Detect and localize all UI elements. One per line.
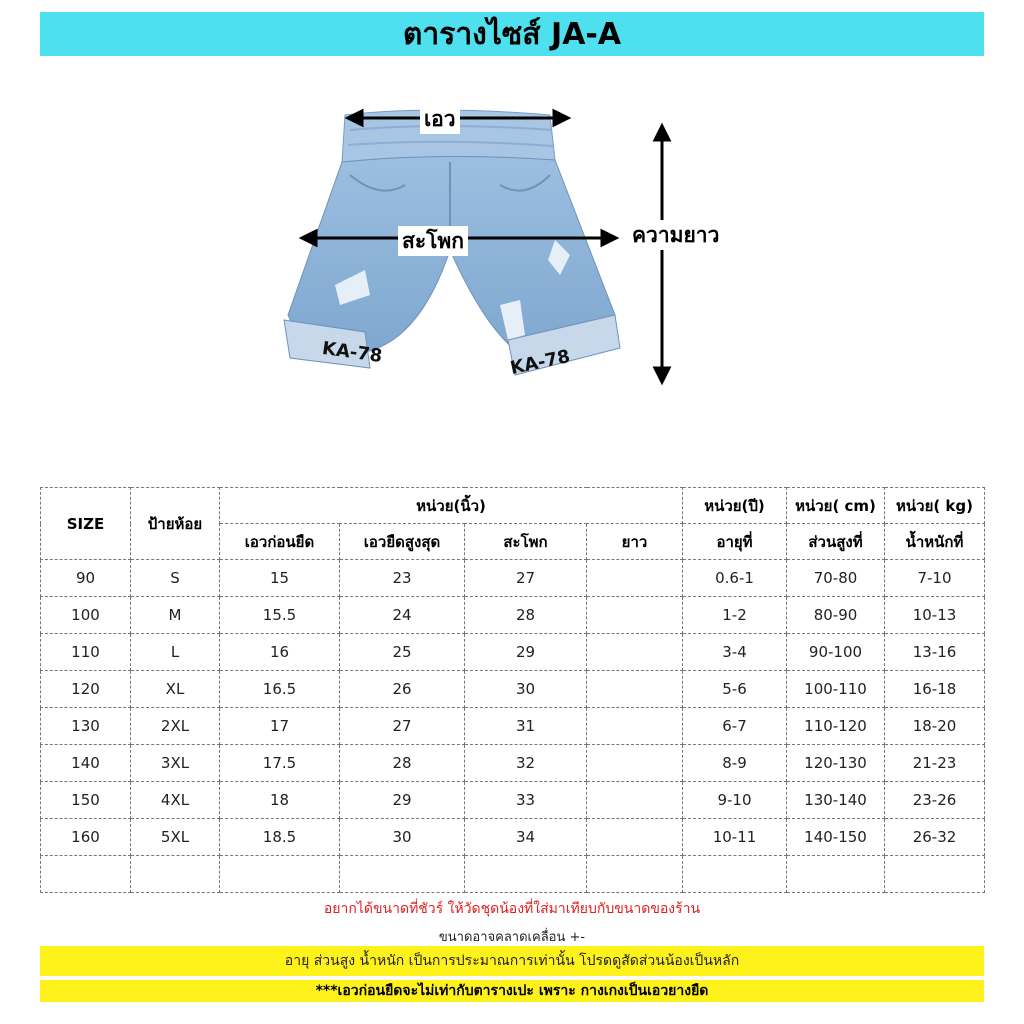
approximation-note: อายุ ส่วนสูง น้ำหนัก เป็นการประมาณการเท่านั้น โปรดดูสัดส่วนน้องเป็นหลัก (40, 946, 984, 976)
cell-weight: 7-10 (885, 560, 985, 597)
cell-age: 3-4 (683, 634, 787, 671)
cell-age: 9-10 (683, 782, 787, 819)
cell-size: 150 (41, 782, 131, 819)
cuff-print-right: KA-78 (508, 345, 572, 380)
cell-height: 90-100 (787, 634, 885, 671)
cell-weight: 21-23 (885, 745, 985, 782)
header-cm: หน่วย( cm) (787, 488, 885, 524)
cell-tag: XL (131, 671, 220, 708)
cell-weight: 26-32 (885, 819, 985, 856)
table-row (41, 671, 985, 708)
cell-height: 70-80 (787, 560, 885, 597)
cell-waist-stretched: 29 (340, 782, 465, 819)
cell-height: 140-150 (787, 819, 885, 856)
cell-size: 100 (41, 597, 131, 634)
cell-weight: 13-16 (885, 634, 985, 671)
cell-height (787, 856, 885, 893)
subheader-weight: น้ำหนักที่ (885, 524, 985, 560)
cell-waist-relaxed: 16 (220, 634, 340, 671)
cell-hip (465, 856, 587, 893)
hip-label: สะโพก (398, 226, 468, 256)
table-body (41, 560, 985, 893)
length-label: ความยาว (628, 220, 723, 250)
cell-hip: 33 (465, 782, 587, 819)
cell-weight: 18-20 (885, 708, 985, 745)
size-diagram (270, 90, 750, 420)
cell-tag: 5XL (131, 819, 220, 856)
table-row (41, 634, 985, 671)
cell-tag: 4XL (131, 782, 220, 819)
subheader-waist-relaxed: เอวก่อนยืด (220, 524, 340, 560)
subheader-waist-stretched: เอวยืดสูงสุด (340, 524, 465, 560)
cell-length (587, 782, 683, 819)
cell-size: 120 (41, 671, 131, 708)
waist-label: เอว (420, 104, 460, 134)
cell-length (587, 671, 683, 708)
header-size: SIZE (41, 488, 131, 560)
subheader-height: ส่วนสูงที่ (787, 524, 885, 560)
cell-hip: 27 (465, 560, 587, 597)
cell-size: 110 (41, 634, 131, 671)
header-inches: หน่วย(นิ้ว) (220, 488, 683, 524)
cell-waist-relaxed: 17 (220, 708, 340, 745)
cell-weight: 16-18 (885, 671, 985, 708)
cell-hip: 29 (465, 634, 587, 671)
cell-length (587, 745, 683, 782)
table-row (41, 560, 985, 597)
cell-tag: 3XL (131, 745, 220, 782)
cell-hip: 28 (465, 597, 587, 634)
cell-hip: 32 (465, 745, 587, 782)
cell-length (587, 560, 683, 597)
table-row (41, 597, 985, 634)
header-tag: ป้ายห้อย (131, 488, 220, 560)
cell-size: 160 (41, 819, 131, 856)
cell-weight: 10-13 (885, 597, 985, 634)
cell-waist-stretched: 25 (340, 634, 465, 671)
cell-waist-stretched: 26 (340, 671, 465, 708)
cell-waist-relaxed: 18.5 (220, 819, 340, 856)
cell-height: 100-110 (787, 671, 885, 708)
table-row (41, 856, 985, 893)
cell-length (587, 819, 683, 856)
cell-tag: 2XL (131, 708, 220, 745)
cell-waist-stretched (340, 856, 465, 893)
cell-length (587, 634, 683, 671)
cell-height: 120-130 (787, 745, 885, 782)
cell-waist-stretched: 27 (340, 708, 465, 745)
cell-length (587, 597, 683, 634)
cell-tag: S (131, 560, 220, 597)
tolerance-note: ขนาดอาจคลาดเคลื่อน +- (438, 930, 586, 945)
cell-hip: 31 (465, 708, 587, 745)
header-kg: หน่วย( kg) (885, 488, 985, 524)
cell-waist-stretched: 28 (340, 745, 465, 782)
cell-age: 1-2 (683, 597, 787, 634)
subheader-age: อายุที่ (683, 524, 787, 560)
cell-length (587, 856, 683, 893)
cell-age: 0.6-1 (683, 560, 787, 597)
measure-advice-note: อยากได้ขนาดที่ชัวร์ ให้วัดชุดน้องที่ใส่มาเทียบกับขนาดของร้าน (323, 901, 701, 917)
cell-waist-relaxed (220, 856, 340, 893)
subheader-length: ยาว (587, 524, 683, 560)
elastic-waist-warning: ***เอวก่อนยืดจะไม่เท่ากับตารางเปะ เพราะ กางเกงเป็นเอวยางยืด (40, 980, 984, 1002)
cell-length (587, 708, 683, 745)
cell-size: 90 (41, 560, 131, 597)
cell-size: 130 (41, 708, 131, 745)
cell-weight: 23-26 (885, 782, 985, 819)
table-row (41, 708, 985, 745)
table-header-row (41, 488, 985, 524)
cell-size: 140 (41, 745, 131, 782)
cell-age: 6-7 (683, 708, 787, 745)
cell-age: 5-6 (683, 671, 787, 708)
size-table (40, 487, 985, 893)
cell-age: 10-11 (683, 819, 787, 856)
cell-waist-relaxed: 16.5 (220, 671, 340, 708)
cell-hip: 34 (465, 819, 587, 856)
cell-tag: M (131, 597, 220, 634)
table-row (41, 745, 985, 782)
cell-waist-relaxed: 15 (220, 560, 340, 597)
cuff-print-left: KA-78 (320, 337, 384, 368)
header-years: หน่วย(ปี) (683, 488, 787, 524)
cell-size (41, 856, 131, 893)
cell-hip: 30 (465, 671, 587, 708)
cell-waist-stretched: 23 (340, 560, 465, 597)
shorts-illustration (270, 90, 750, 420)
subheader-hip: สะโพก (465, 524, 587, 560)
cell-age: 8-9 (683, 745, 787, 782)
table-row (41, 782, 985, 819)
cell-height: 130-140 (787, 782, 885, 819)
cell-age (683, 856, 787, 893)
table-row (41, 819, 985, 856)
cell-waist-stretched: 30 (340, 819, 465, 856)
cell-height: 110-120 (787, 708, 885, 745)
cell-waist-relaxed: 17.5 (220, 745, 340, 782)
cell-tag: L (131, 634, 220, 671)
page-title: ตารางไซส์ JA-A (40, 12, 984, 56)
cell-height: 80-90 (787, 597, 885, 634)
cell-waist-relaxed: 15.5 (220, 597, 340, 634)
cell-tag (131, 856, 220, 893)
cell-waist-stretched: 24 (340, 597, 465, 634)
cell-waist-relaxed: 18 (220, 782, 340, 819)
cell-weight (885, 856, 985, 893)
